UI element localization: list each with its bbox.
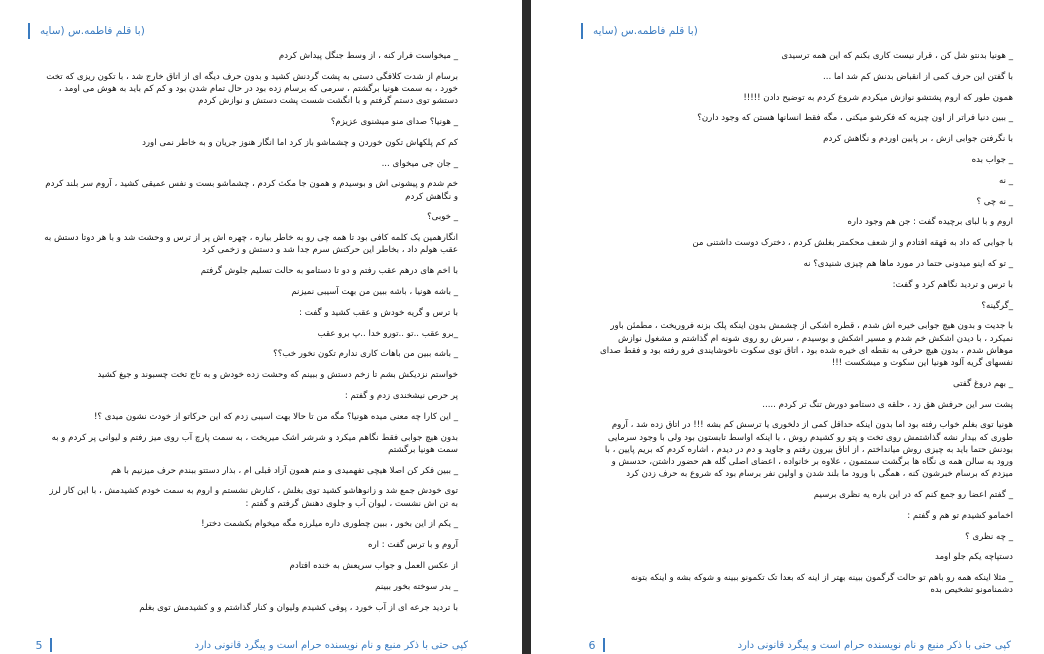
page-header xyxy=(28,22,145,40)
page-footer xyxy=(581,637,1011,653)
paragraph: _ بهم دروغ گفتی xyxy=(952,378,1013,389)
paragraph: _ این کارا چه معنی میده هونیا؟ مگه من تا حالا بهت اسیبی زدم که این حرکاتو از خودت نشون میدی ؟! xyxy=(93,411,458,422)
paragraph: اخمامو کشیدم تو هم و گفتم : xyxy=(907,510,1013,521)
paragraph: _ ببین فکر کن اصلا هیچی تفهمیدی و منم همون آزاد قبلی ام ، بذار دستتو ببندم حرف میزنیم با هم xyxy=(110,465,458,476)
page-body xyxy=(593,50,1013,605)
paragraph: _ هونیا بدنتو شل کن ، قرار نیست کاری بکنم که این همه ترسیدی xyxy=(781,51,1013,61)
paragraph: پشت سر این حرفش هق زد ، حلقه ی دستامو دورش تنگ تر کردم ..... xyxy=(762,399,1013,410)
paragraph: _ خوبی؟ xyxy=(427,212,458,223)
paragraph: _ جان جی میخوای ... xyxy=(381,158,458,169)
paragraph: پر حرص نیشخندی زدم و گفتم : xyxy=(344,390,458,401)
page-number: 5 xyxy=(35,638,43,652)
paragraph: خواستم نزدیکش بشم تا زخم دستش و ببینم که وحشت زده خودش و به تاج تخت چسبوند و جیغ کشید xyxy=(97,370,458,381)
header-text: (با قلم فاطمه.س (سایه xyxy=(40,25,145,37)
paragraph: بدون هیچ جوابی فقط نگاهم میکرد و شرشر اشک میریخت ، به سمت پارچ آب روی میز رفتم و لیوانی پر کردم و به سمت هونیا برگشتم xyxy=(51,432,458,455)
paragraph: هونیا توی بغلم خواب رفته بود اما بدون اینکه حداقل کمی از دلخوری یا ترسش کم بشه !!! در اتاق زده شد ، آروم طوری که بیدار نشه گذاشتمش روی تخت و پتو رو کشیدم روش ، با اینکه اواسط تابستون بود ولی با وجود سرمایی بودنش حتما باید به چیزی روش میانداختم ، از اتاق بیرون رفتم و جاوید و دم در دیدم ، اشاره کردم که بریم پایین ، با ورود به سالن همه ی نگاه ها برگشت سمتمون ، علاوه بر خانواده ، اعضای اصلی گله هم حضور داشتن، حدسش و میزدم که برسام خبرشون کنه ، همگی با ورود ما بلند شدن و اولین نفر برسام بود که شروع به حرف زدن کرد xyxy=(604,420,1013,480)
paragraph: توی خودش جمع شد و زانوهاشو کشید توی بغلش ، کنارش نشستم و اروم به سمت خودم کشیدمش ، با این کار لرز به تن اش نشست ، لیوان آب و جلوی دهنش گرفتم و گفتم : xyxy=(49,486,458,509)
footer-bar xyxy=(50,638,52,652)
paragraph: با اخم های درهم عقب رفتم و دو تا دستامو به حالت تسلیم جلوش گرفتم xyxy=(200,266,458,277)
paragraph: _ بدر سوخته بخور ببینم xyxy=(375,581,458,592)
paragraph: با نگرفتن جوابی ازش ، بر پایین اوردم و نگاهش کردم xyxy=(823,134,1013,145)
paragraph: با جدیت و بدون هیچ جوابی خیره اش شدم ، قطره اشکی از چشمش بدون اینکه پلک بزنه فروریخت ، مطمئن باور نمیکرد ، با دیدن اشکش خم شدم و مسیر اشکش و بوسیدم ، سرش رو روی شونه ام گذاشتم و مشغول نوازش موهاش شدم ، بدون هیچ حرفی به نقطه ای خیره شده بود ، اتاق توی سکوت ناخوشایندی فرو رفته بود و فقط صدای نفسهای گریه آلود هونیا این سکوت و میشکست !!! xyxy=(600,321,1013,368)
paragraph: با گفتن این حرف کمی از انقباض بدنش کم شد اما ... xyxy=(823,71,1013,82)
page-right xyxy=(531,0,1044,654)
header-text: (با قلم فاطمه.س (سایه xyxy=(593,25,698,37)
page-gutter xyxy=(522,0,531,654)
page-header xyxy=(581,22,698,40)
paragraph: _برو عقب ..تو ..تورو خدا ..پ برو عقب xyxy=(317,328,458,339)
paragraph: با ترس و گریه خودش و عقب کشید و گفت : xyxy=(299,307,458,318)
paragraph: _ نه xyxy=(998,175,1013,186)
paragraph: برسام از شدت کلافگی دستی به پشت گردنش کشید و بدون حرف دیگه ای از اتاق خارج شد ، با تکون ریزی که تخت خورد ، به سمت هونیا برگشتم ، سرمی که برسام زده بود در حال تمام شدن بود و کم کم باید به هوش می اومد ، دستشو توی دستم گرفتم و با انگشت شست پشت دستش و نوازش کردم xyxy=(46,71,458,107)
header-bar xyxy=(581,23,583,39)
footer-bar xyxy=(603,638,605,652)
paragraph: _ ببین دنیا فراتر از اون چیزیه که فکرشو میکنی ، مگه فقط انسانها هستن که وجود دارن؟ xyxy=(697,113,1013,124)
paragraph: _ چه نظری ؟ xyxy=(965,531,1013,542)
paragraph: با جوابی که داد به قهقه افتادم و از شعف محکمتر بغلش کردم ، دخترک دوست داشتنی من xyxy=(692,238,1013,249)
paragraph: _ باشه هونیا ، باشه ببین من بهت آسیبی نمیزنم xyxy=(291,286,458,297)
paragraph: _ میخواست فرار کنه ، از وسط جنگل پیداش کردم xyxy=(278,51,458,61)
paragraph: همون طور که اروم پشتشو نوازش میکردم شروع کردم به توضیح دادن !!!!! xyxy=(743,92,1013,103)
paragraph: از عکس العمل و جواب سریعش به خنده افتادم xyxy=(289,560,458,571)
page-number: 6 xyxy=(588,638,596,652)
paragraph: انگارهمین یک کلمه کافی بود تا همه چی رو به خاطر بیاره ، چهره اش پر از ترس و وحشت شد و با هر دوتا دستش به عقب هولم داد ، بخاطر این حرکتش سرم جدا شد و دستش و زخمی کرد xyxy=(44,233,458,256)
paragraph: _ تو که اینو میدونی حتما در مورد ماها هم چیزی شنیدی؟ نه xyxy=(803,258,1013,269)
paragraph: کم کم پلکهاش تکون خوردن و چشماشو باز کرد اما انگار هنوز جریان و به خاطر نمی اورد xyxy=(142,137,458,148)
paragraph: _ یکم از این بخور ، ببین چطوری داره میلرزه مگه میخوام بکشمت دختر! xyxy=(201,519,458,530)
paragraph: _گرگینه؟ xyxy=(981,300,1013,311)
paragraph: با ترس و تردید نگاهم کرد و گفت: xyxy=(892,279,1013,290)
paragraph: آروم و با ترس گفت : اره xyxy=(368,540,458,551)
paragraph: _ هونیا؟ صدای منو میشنوی عزیزم؟ xyxy=(330,117,458,127)
paragraph: _ باشه ببین من باهات کاری ندارم تکون نخور خب؟؟ xyxy=(273,349,458,360)
page-footer xyxy=(28,637,468,653)
footer-text: کپی حتی با ذکر منبع و نام نویسنده حرام است و پیگرد قانونی دارد xyxy=(194,639,468,651)
paragraph: اروم و با لبای برچیده گفت : جن هم وجود داره xyxy=(847,217,1013,228)
paragraph: _ مثلا اینکه همه رو باهم تو حالت گرگمون ببینه بهتر از اینه که بعدا تک تکمونو ببینه و شوکه بشه و اینکه بتونه دشمنامونو تشخیص بده xyxy=(630,573,1013,596)
header-bar xyxy=(28,23,30,39)
paragraph: _ نه چی ؟ xyxy=(976,196,1013,207)
paragraph: با تردید جرعه ای از آب خورد ، پوفی کشیدم ولیوان و کنار گذاشتم و و کشیدمش توی بغلم xyxy=(139,602,458,613)
paragraph: دستپاچه یکم جلو اومد xyxy=(934,552,1013,563)
paragraph: _ گفتم اعضا رو جمع کنم که در این باره یه نظری برسیم xyxy=(813,489,1013,500)
paragraph: _ جواب بده xyxy=(971,154,1013,165)
paragraph: خم شدم و پیشونی اش و بوسیدم و همون جا مکث کردم ، چشماشو بست و نفس عمیقی کشید ، آروم سر بلند کردم و نگاهش کردم xyxy=(45,179,458,202)
page-body xyxy=(44,50,458,622)
footer-text: کپی حتی با ذکر منبع و نام نویسنده حرام است و پیگرد قانونی دارد xyxy=(737,639,1011,651)
